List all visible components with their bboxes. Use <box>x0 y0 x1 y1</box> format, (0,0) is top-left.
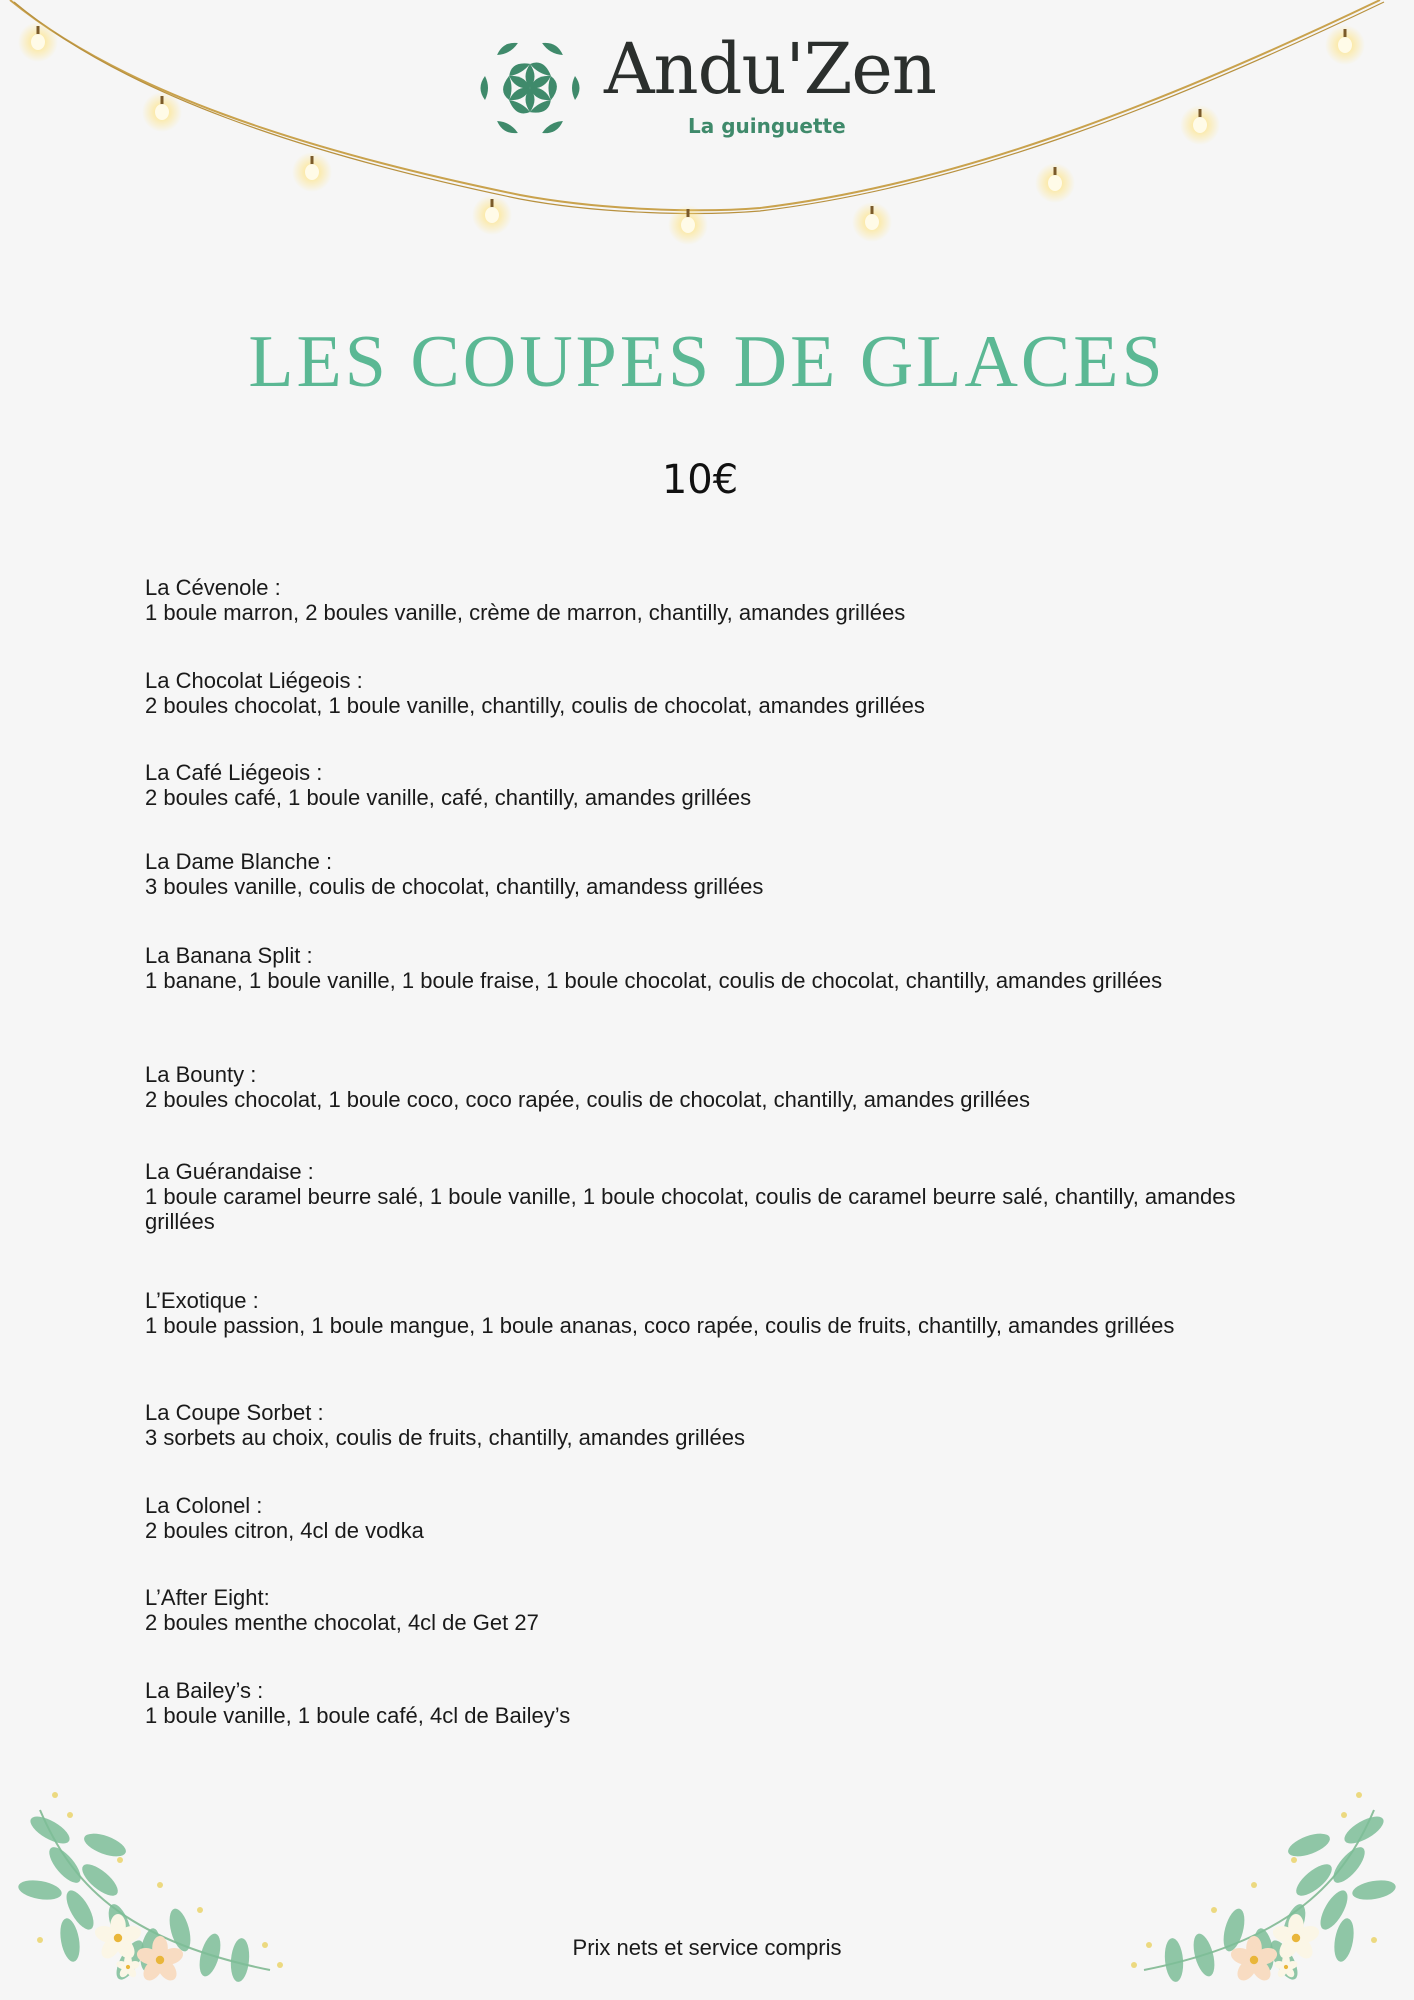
menu-item-name: La Bailey’s : <box>145 1678 264 1703</box>
brand-subtitle: La guinguette <box>688 114 846 138</box>
menu-item-description: 1 boule caramel beurre salé, 1 boule vanille, 1 boule chocolat, coulis de caramel beurre salé, chantilly, amandes grillées <box>145 1184 1236 1234</box>
light-bulb-icon <box>18 22 58 62</box>
price: 10€ <box>661 457 739 503</box>
brand-name: Andu'Zen <box>604 28 936 110</box>
flower-of-life-icon <box>480 38 580 138</box>
menu-item-name: La Coupe Sorbet : <box>145 1400 324 1425</box>
menu-item-description: 2 boules chocolat, 1 boule vanille, chantilly, coulis de chocolat, amandes grillées <box>145 693 925 718</box>
menu-item-description: 3 boules vanille, coulis de chocolat, chantilly, amandess grillées <box>145 874 764 899</box>
menu-item <box>145 1159 1285 1234</box>
menu-item <box>145 849 1285 899</box>
menu-item <box>145 1678 1285 1728</box>
menu-item-description: 1 boule vanille, 1 boule café, 4cl de Bailey’s <box>145 1703 571 1728</box>
footer-note: Prix nets et service compris <box>572 1935 842 1960</box>
menu-item <box>145 668 1285 718</box>
menu-item <box>145 760 1285 810</box>
light-bulb-icon <box>142 92 182 132</box>
menu-item-description: 1 banane, 1 boule vanille, 1 boule fraise, 1 boule chocolat, coulis de chocolat, chantilly, amandes grillées <box>145 968 1163 993</box>
menu-item-name: L’Exotique : <box>145 1288 259 1313</box>
brand-logo <box>480 28 940 148</box>
menu-item-name: La Guérandaise : <box>145 1159 314 1184</box>
light-bulb-icon <box>1180 105 1220 145</box>
light-bulb-icon <box>1035 163 1075 203</box>
light-bulb-icon <box>292 152 332 192</box>
menu-item-name: L’After Eight: <box>145 1585 270 1610</box>
menu-item-description: 1 boule passion, 1 boule mangue, 1 boule ananas, coco rapée, coulis de fruits, chantilly, amandes grillées <box>145 1313 1175 1338</box>
light-bulb-icon <box>472 195 512 235</box>
page-title: LES COUPES DE GLACES <box>248 321 1166 403</box>
light-bulb-icon <box>668 205 708 245</box>
menu-item-name: La Dame Blanche : <box>145 849 333 874</box>
menu-item-name: La Cévenole : <box>145 575 281 600</box>
menu-item-description: 2 boules citron, 4cl de vodka <box>145 1518 424 1543</box>
menu-item-name: La Café Liégeois : <box>145 760 323 785</box>
menu-item-description: 2 boules café, 1 boule vanille, café, chantilly, amandes grillées <box>145 785 752 810</box>
menu-item <box>145 943 1285 993</box>
light-bulb-icon <box>852 202 892 242</box>
menu-item <box>145 1062 1285 1112</box>
menu-item-description: 2 boules menthe chocolat, 4cl de Get 27 <box>145 1610 539 1635</box>
menu-item-description: 2 boules chocolat, 1 boule coco, coco rapée, coulis de chocolat, chantilly, amandes grillées <box>145 1087 1031 1112</box>
menu-item <box>145 1585 1285 1635</box>
menu-item-name: La Bounty : <box>145 1062 257 1087</box>
menu-item-name: La Chocolat Liégeois : <box>145 668 363 693</box>
menu-item-name: La Colonel : <box>145 1493 263 1518</box>
light-bulb-icon <box>1325 25 1365 65</box>
menu-item-name: La Banana Split : <box>145 943 313 968</box>
menu-item <box>145 575 1285 625</box>
menu-item-description: 1 boule marron, 2 boules vanille, crème de marron, chantilly, amandes grillées <box>145 600 906 625</box>
menu-item <box>145 1493 1285 1543</box>
menu-item <box>145 1400 1285 1450</box>
menu-item-description: 3 sorbets au choix, coulis de fruits, chantilly, amandes grillées <box>145 1425 745 1450</box>
menu-item <box>145 1288 1285 1338</box>
